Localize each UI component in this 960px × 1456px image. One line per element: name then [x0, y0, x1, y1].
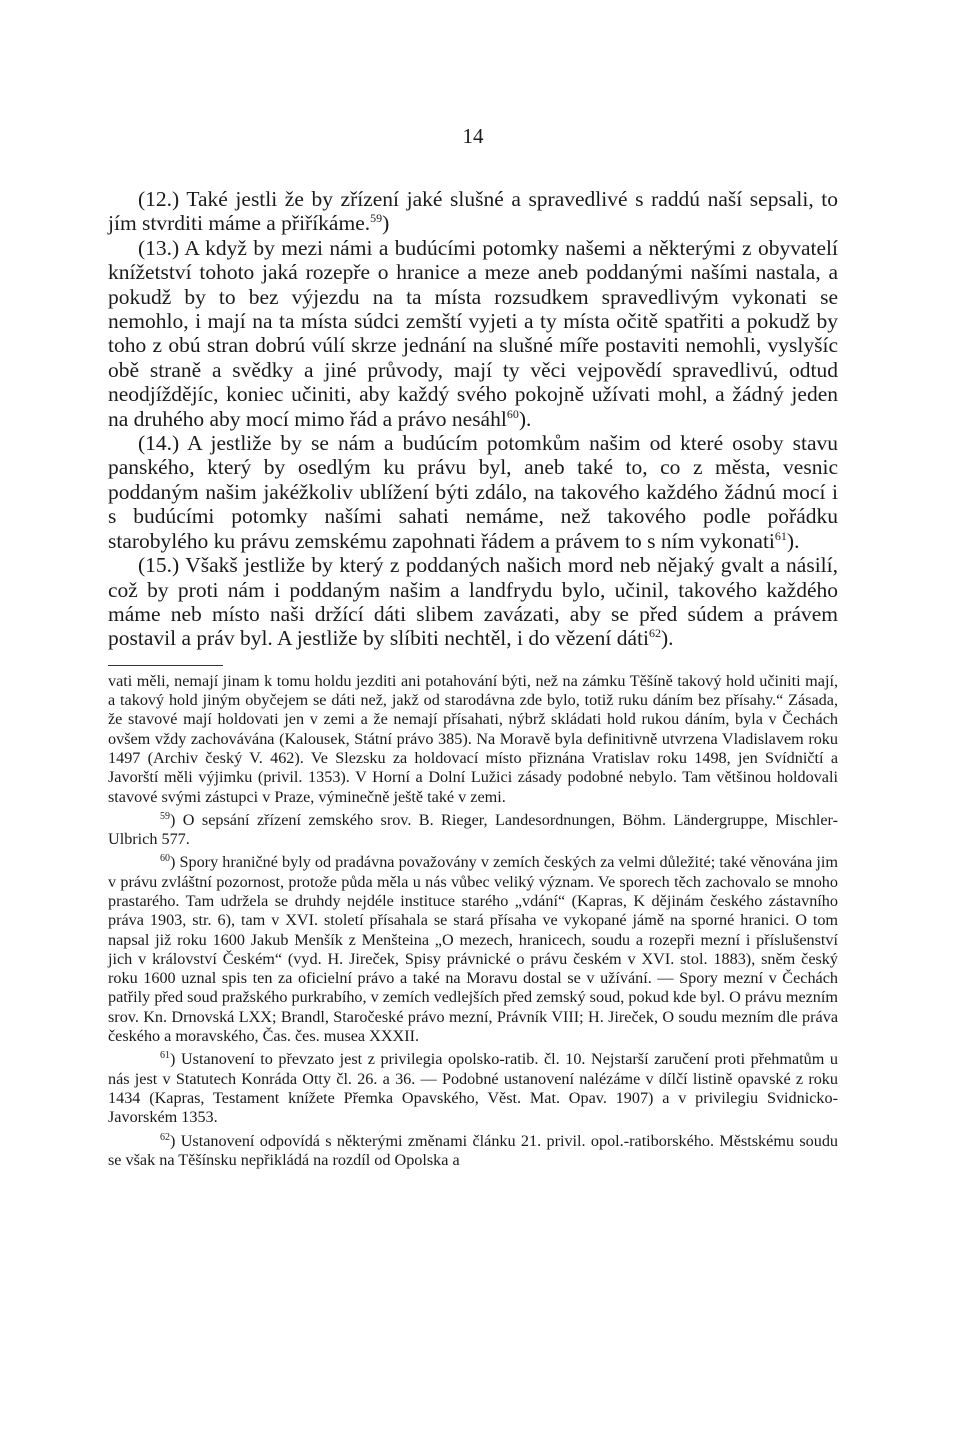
paragraph-12: (12.) Také jestli že by zřízení jaké slušné a spravedlivé s raddú naší sepsali, to jím stvrditi máme a přiříkáme.$^{59}$): [108, 187, 838, 236]
footnote-60: $^{60}$) Spory hraničné byly od pradávna považovány v zemích českých za velmi důležité; také věnována jim v právu zvláštní pozornost, protože půda měla u nás vůbec veliký význam. Ve sporech těch zachovalo se mnoho prastarého. Tam udržela se druhdy nejdéle instituce starého „vdání“ (Kapras, K dějinám českého zástavního práva 1903, str. 6), tam v XVI. století přísahala se stará přísaha ve vykopané jámě na sporné hranici. O tom napsal již roku 1600 Jakub Menšík z Menšteina „O mezech, hranicech, soudu a rozepři mezní i příslušenství jich v království Českém“ (vyd. H. Jireček, Spisy právnické o právu českém v XVI. stol. 1883), sněm český roku 1600 uznal spis ten za oficielní právo a také na Moravu dostal se v užívání. — Spory mezní v Čechách patřily před soud pražského purkrabího, v zemích vedlejších před zemský soud, pokud kde byl. O právu mezním srov. Kn. Drnovská LXX; Brandl, Staročeské právo mezní, Právník VIII; H. Jireček, O soudu mezním dle práva českého a moravského, Čas. čes. musea XXXII.: [108, 853, 839, 1046]
main-text: [108, 187, 838, 651]
footnote-continuation: vati měli, nemají jinam k tomu holdu jezditi ani potahování býti, než na zámku Těšíně takový hold učiniti mají, a takový hold jiným obyčejem se dáti než, jakž od starodávna zde bylo, totiž ruku dáním bez přísahy.“ Zásada, že stavové mají holdovati jen v zemi a že nemají přísahati, nýbrž skládati hold rukou dáním, byla v Čechách ovšem vždy zachovávána (Kalousek, Státní právo 385). Na Moravě byla definitivně utvrzena Vladislavem roku 1497 (Archiv český V. 462). Ve Slezsku za holdovací místo přiznána Vratislav roku 1498, jen Svídničtí a Javorští měli výjimku (privil. 1353). V Horní a Dolní Lužici zásady podobné nebylo. Tam většinou holdovali stavové svými zástupci v Praze, výminečně ještě také v zemi.: [108, 671, 838, 806]
footnote-61: $^{61}$) Ustanovení to převzato jest z privilegia opolsko-ratib. čl. 10. Nejstarší zaručení proti přehmatům u nás jest v Statutech Konráda Otty čl. 26. a 36. — Podobné ustanovení nalézáme v dílčí listině opavské z roku 1434 (Kapras, Testament knížete Přemka Opavského, Věst. Mat. Opav. 1907) a v privilegiu Svidnicko-Javorském 1353.: [108, 1050, 838, 1127]
document-page: [108, 124, 838, 1170]
footnote-number: 62: [160, 1131, 170, 1143]
footnotes: [108, 672, 838, 1170]
paragraph-14: (14.) A jestliže by se nám a budúcím potomkům našim od které osoby stavu panského, který by osedlým ku právu byl, aneb také to, co z města, vesnic poddaným našim jakéžkoliv ublížení býti zdálo, na takového každého žádnú mocí i s budúcími potomky našími sahati nemáme, než takového podle pořádku starobylého ku právu zemskému zapohnati řádem a právem to s ním vykonati$^{61}$).: [108, 431, 838, 553]
footnote-ref: 59: [370, 211, 383, 226]
footnote-ref: 61: [774, 528, 787, 543]
footnote-ref: 60: [506, 406, 519, 421]
footnote-number: 59: [160, 810, 170, 822]
paragraph-13: (13.) A když by mezi námi a budúcími potomky našemi a některými z obyvatelí knížetství tohoto jaká rozepře o hranice a meze aneb poddanými našími nastala, a pokudž by to bez výjezdu na ta místa rozsudkem spravedlivým vykonati se nemohlo, i mají na ta místa súdci zemští vyjeti a ty místa očitě spatřiti a pokudž by toho z obú stran dobrú vúlí skrze jednání na slušné míře postaviti nemohli, vyslyšíc obě straně a svědky a jiné průvody, mají ty věci vejpovědí spravedlivú, odtud neodjíždějíc, koniec učiniti, aby každý svého pokojně užívati mohl, a žádný jeden na druhého aby mocí mimo řád a právo nesáhl$^{60}$).: [108, 235, 838, 431]
footnote-number: 60: [160, 853, 170, 865]
footnote-ref: 62: [648, 626, 661, 641]
footnote-59: $^{59}$) O sepsání zřízení zemského srov. B. Rieger, Landesordnungen, Böhm. Ländergruppe, Mischler-Ulbrich 577.: [108, 810, 838, 849]
footnote-number: 61: [160, 1050, 170, 1062]
paragraph-15: (15.) Všakš jestliže by který z poddaných našich mord neb nějaký gvalt a násilí, což by proti nám i poddaným našim a landfrydu bylo, učinil, takového každého máme neb místo naši držící dáti slibem zavázati, aby se před súdem a právem postavil a práv byl. A jestliže by slíbiti nechtěl, i do vězení dáti$^{62}$).: [108, 553, 838, 651]
footnote-divider: [108, 665, 223, 666]
page-number: 14: [462, 124, 484, 148]
footnote-62: $^{62}$) Ustanovení odpovídá s některými změnami článku 21. privil. opol.-ratiborského. Městskému soudu se však na Těšínsku nepřikládá na rozdíl od Opolska a: [108, 1131, 839, 1169]
